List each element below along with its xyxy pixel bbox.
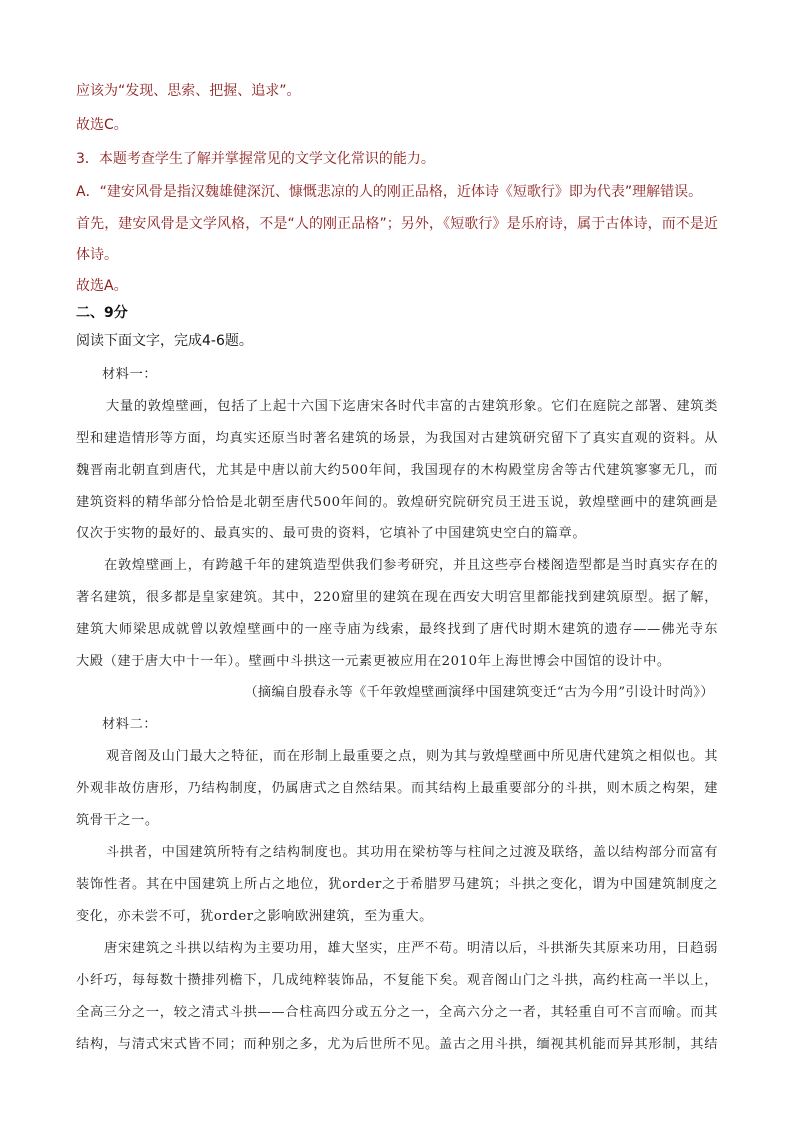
material1-p1-line: 魏晋南北朝直到唐代，尤其是中唐以前大约500年间，我国现存的木构殿堂房舍等古代建筑寥寥无几，而 xyxy=(76,463,718,478)
answer-line-4: A．“建安风骨是指汉魏雄健深沉、慷慨悲凉的人的刚正品格，近体诗《短歌行》即为代表”理解错误。 xyxy=(76,184,703,200)
material2-p2-line: 装饰性者。其在中国建筑上所占之地位，犹order之于希腊罗马建筑；斗拱之变化，谓为中国建筑制度之 xyxy=(76,877,718,892)
material2-p1-line: 观音阁及山门最大之特征，而在形制上最重要之点，则为其与敦煌壁画中所见唐代建筑之相似也。其 xyxy=(106,749,718,764)
material1-p2-line: 建筑大师梁思成就曾以敦煌壁画中的一座寺庙为线索，最终找到了唐代时期木建筑的遗存——佛光寺东 xyxy=(76,622,718,637)
material2-p1-line: 外观非故仿唐形，乃结构制度，仍属唐式之自然结果。而其结构上最重要部分的斗拱，则木质之构架，建 xyxy=(76,781,718,796)
material1-p2-line: 大殿（建于唐大中十一年）。壁画中斗拱这一元素更被应用在2010年上海世博会中国馆的设计中。 xyxy=(76,654,671,669)
material2-p2-line: 斗拱者，中国建筑所特有之结构制度也。其功用在梁枋等与柱间之过渡及联络，盖以结构部分而富有 xyxy=(106,845,718,860)
material1-p1-line: 仅次于实物的最好的、最真实的、最可贵的资料，它填补了中国建筑史空白的篇章。 xyxy=(76,526,587,541)
section-instruction: 阅读下面文字，完成4-6题。 xyxy=(76,333,253,349)
answer-line-1: 应该为“发现、思索、把握、追求”。 xyxy=(76,83,301,99)
answer-line-6: 体诗。 xyxy=(76,247,118,263)
material1-source: （摘编自殷春永等《千年敦煌壁画演绎中国建筑变迁“古为今用”引设计时尚》） xyxy=(244,685,714,700)
material2-p2-line: 变化，亦未尝不可，犹order之影响欧洲建筑，至为重大。 xyxy=(76,909,433,924)
material2-p1-line: 筑骨干之一。 xyxy=(76,813,159,828)
material2-label: 材料二： xyxy=(102,717,158,732)
material2-p3-line: 结构，与清式宋式皆不同；而种别之多，尤为后世所不见。盖古之用斗拱，缅视其机能而异其形制，其结 xyxy=(76,1037,718,1052)
material1-p1-line: 型和建造情形等方面，均真实还原当时著名建筑的场景，为我国对古建筑研究留下了真实直观的资料。从 xyxy=(76,431,718,446)
material1-p2-line: 在敦煌壁画上，有跨越千年的建筑造型供我们参考研究，并且这些亭台楼阁造型都是当时真实存在的 xyxy=(104,558,718,573)
answer-line-3: 3．本题考查学生了解并掌握常见的文学文化常识的能力。 xyxy=(76,151,435,167)
section-heading: 二、9分 xyxy=(76,305,128,321)
answer-line-5: 首先，建安风骨是文学风格，不是“人的刚正品格”；另外，《短歌行》是乐府诗，属于古体诗，而不是近 xyxy=(76,216,718,232)
material2-p3-line: 小纤巧，每每数十攒排列檐下，几成纯粹装饰品，不复能下矣。观音阁山门之斗拱，高约柱高一半以上， xyxy=(76,973,718,988)
material2-p3-line: 唐宋建筑之斗拱以结构为主要功用，雄大坚实，庄严不苟。明清以后，斗拱渐失其原来功用，日趋弱 xyxy=(104,941,718,956)
material1-label: 材料一： xyxy=(102,367,158,382)
answer-line-7: 故选A。 xyxy=(76,278,128,294)
material1-p1-line: 大量的敦煌壁画，包括了上起十六国下迄唐宋各时代丰富的古建筑形象。它们在庭院之部署、建筑类 xyxy=(106,399,718,414)
answer-line-2: 故选C。 xyxy=(76,117,128,133)
material1-p1-line: 建筑资料的精华部分恰恰是北朝至唐代500年间的。敦煌研究院研究员王进玉说，敦煌壁画中的建筑画是 xyxy=(76,495,718,510)
material1-p2-line: 著名建筑，很多都是皇家建筑。其中，220窟里的建筑在现在西安大明宫里都能找到建筑原型。据了解， xyxy=(76,590,718,605)
material2-p3-line: 全高三分之一，较之清式斗拱——合柱高四分或五分之一，全高六分之一者，其轻重自可不言而喻。而其 xyxy=(76,1005,718,1020)
